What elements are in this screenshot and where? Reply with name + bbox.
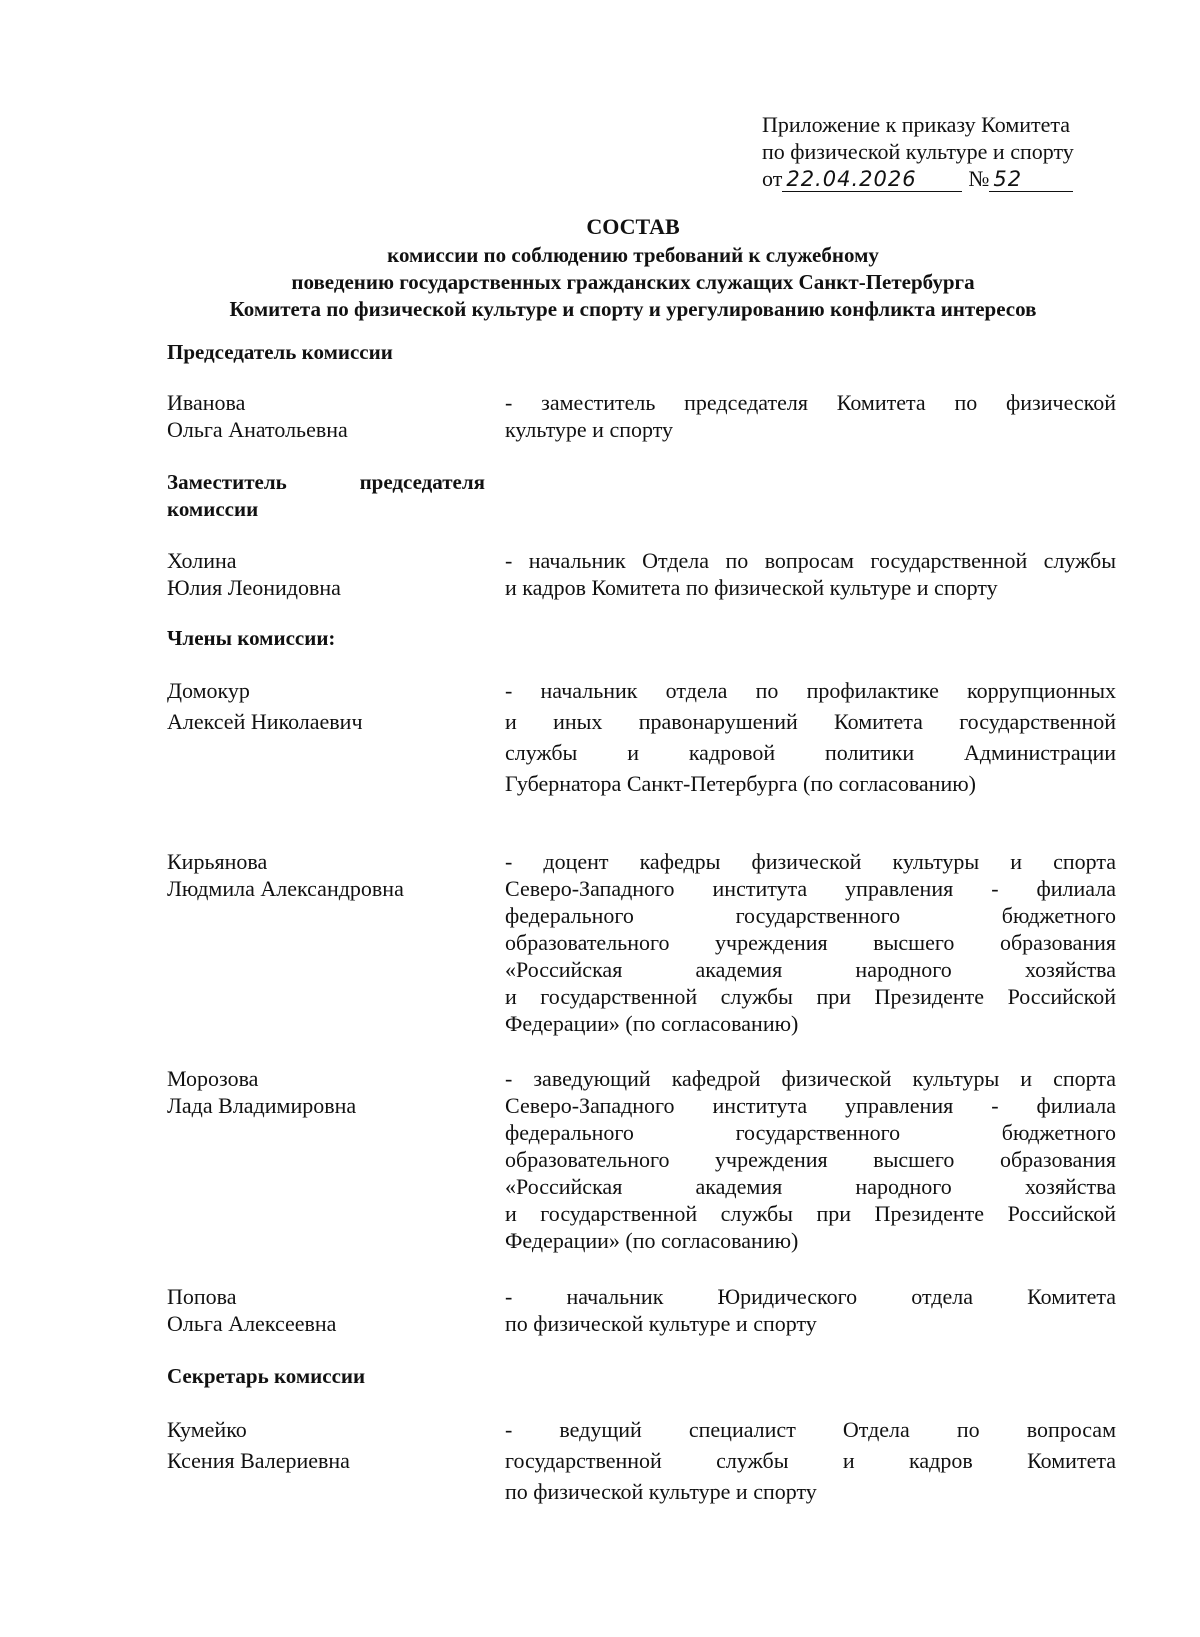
role-line: и кадров Комитета по физической культуре и спорту <box>505 575 998 600</box>
member-surname: Попова <box>167 1284 237 1309</box>
member-name <box>167 848 487 902</box>
member-name <box>167 547 487 601</box>
member-name <box>167 675 487 737</box>
role-line: «Российская академия народного хозяйства <box>505 957 1116 982</box>
member-given-name: Алексей Николаевич <box>167 709 363 734</box>
member-surname: Домокур <box>167 678 250 703</box>
section-deputy-line-2: комиссии <box>167 497 259 521</box>
role-line: федерального государственного бюджетного <box>505 1120 1116 1145</box>
document-title: СОСТАВ <box>586 214 680 239</box>
member-given-name: Ксения Валериевна <box>167 1448 350 1473</box>
section-chair: Председатель комиссии <box>167 340 393 364</box>
role-line: «Российская академия народного хозяйства <box>505 1174 1116 1199</box>
order-date: 22.04.2026 <box>782 168 938 192</box>
order-number: 52 <box>989 168 1073 192</box>
role-line: - начальник Юридического отдела Комитета <box>505 1284 1116 1309</box>
section-deputy-line-1: Заместитель председателя <box>167 470 485 494</box>
heading-line-3: Комитета по физической культуре и спорту и урегулированию конфликта интересов <box>229 297 1037 321</box>
member-role <box>505 547 1116 601</box>
role-line: Федерации» (по согласованию) <box>505 1011 799 1036</box>
section-secretary: Секретарь комиссии <box>167 1364 366 1388</box>
member-name <box>167 389 487 443</box>
appendix-line-1: Приложение к приказу Комитета <box>762 112 1071 137</box>
role-line: Федерации» (по согласованию) <box>505 1228 799 1253</box>
role-line: Северо-Западного института управления - филиала <box>505 876 1116 901</box>
from-label: от <box>762 166 783 191</box>
date-underline <box>938 171 962 192</box>
number-label: № <box>968 166 990 191</box>
section-members: Члены комиссии: <box>167 626 336 650</box>
appendix-line-2: по физической культуре и спорту <box>762 139 1074 164</box>
member-name <box>167 1414 487 1476</box>
role-line: - начальник Отдела по вопросам государственной службы <box>505 548 1116 573</box>
role-line: образовательного учреждения высшего образования <box>505 930 1116 955</box>
role-line: по физической культуре и спорту <box>505 1479 817 1504</box>
member-role <box>505 1065 1116 1254</box>
role-line: образовательного учреждения высшего образования <box>505 1147 1116 1172</box>
role-line: государственной службы и кадров Комитета <box>505 1448 1116 1473</box>
heading-line-2: поведению государственных гражданских служащих Санкт-Петербурга <box>291 270 975 294</box>
document-heading <box>150 213 1116 323</box>
role-line: и государственной службы при Президенте Российской <box>505 984 1116 1009</box>
member-name <box>167 1065 487 1119</box>
role-line: и иных правонарушений Комитета государственной <box>505 709 1116 734</box>
member-role <box>505 389 1116 443</box>
member-role <box>505 1414 1116 1507</box>
section-deputy-chair <box>167 469 485 523</box>
member-given-name: Юлия Леонидовна <box>167 575 341 600</box>
member-given-name: Ольга Анатольевна <box>167 417 348 442</box>
member-surname: Иванова <box>167 390 246 415</box>
role-line: по физической культуре и спорту <box>505 1311 817 1336</box>
member-role <box>505 675 1116 799</box>
member-given-name: Людмила Александровна <box>167 876 404 901</box>
role-line: - доцент кафедры физической культуры и спорта <box>505 849 1116 874</box>
member-surname: Кумейко <box>167 1417 247 1442</box>
member-surname: Кирьянова <box>167 849 268 874</box>
role-line: - заместитель председателя Комитета по физической <box>505 390 1116 415</box>
member-surname: Морозова <box>167 1066 259 1091</box>
appendix-block <box>762 111 1122 192</box>
heading-line-1: комиссии по соблюдению требований к служебному <box>387 243 879 267</box>
member-surname: Холина <box>167 548 237 573</box>
member-name <box>167 1283 487 1337</box>
role-line: - ведущий специалист Отдела по вопросам <box>505 1417 1116 1442</box>
role-line: Губернатора Санкт-Петербурга (по согласованию) <box>505 771 976 796</box>
order-reference <box>762 165 1122 192</box>
role-line: службы и кадровой политики Администрации <box>505 740 1116 765</box>
role-line: - заведующий кафедрой физической культуры и спорта <box>505 1066 1116 1091</box>
member-given-name: Ольга Алексеевна <box>167 1311 337 1336</box>
member-role <box>505 1283 1116 1337</box>
role-line: Северо-Западного института управления - филиала <box>505 1093 1116 1118</box>
member-given-name: Лада Владимировна <box>167 1093 357 1118</box>
member-role <box>505 848 1116 1037</box>
role-line: культуре и спорту <box>505 417 674 442</box>
role-line: и государственной службы при Президенте Российской <box>505 1201 1116 1226</box>
role-line: - начальник отдела по профилактике коррупционных <box>505 678 1116 703</box>
role-line: федерального государственного бюджетного <box>505 903 1116 928</box>
